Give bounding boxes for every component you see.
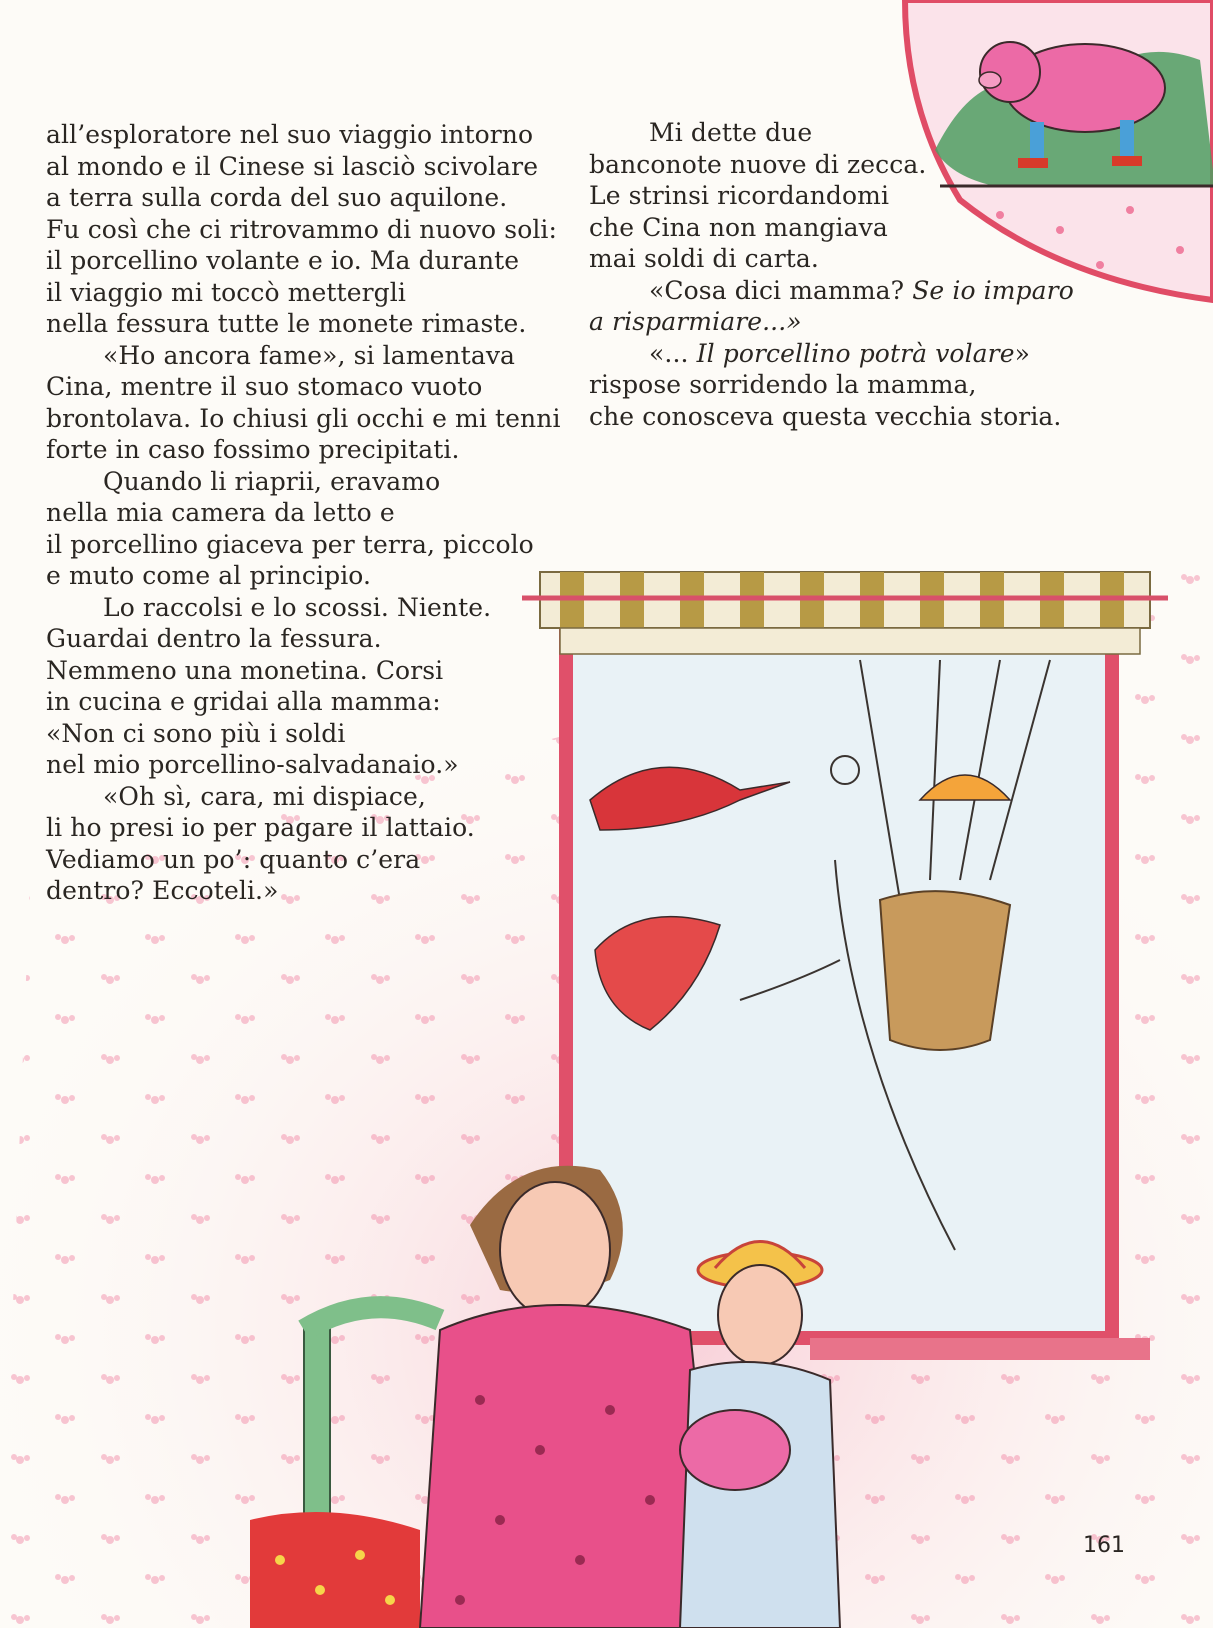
awning xyxy=(522,572,1168,654)
text-line: Mi dette due xyxy=(649,118,813,147)
text-line: mai soldi di carta. xyxy=(589,244,819,273)
text-line: che Cina non mangiava xyxy=(589,212,888,242)
text-span: » xyxy=(1014,338,1031,368)
text-line: Guardai dentro la fessura. xyxy=(46,624,382,653)
text-line: al mondo e il Cinese si lasciò scivolare xyxy=(46,151,539,181)
page-number: 161 xyxy=(1083,1533,1125,1558)
text-line: a risparmiare...» xyxy=(589,307,802,336)
text-line xyxy=(589,275,1074,307)
text-line: banconote nuove di zecca. xyxy=(589,149,927,179)
left-text-column xyxy=(46,119,561,907)
text-line: Fu così che ci ritrovammo di nuovo soli: xyxy=(46,214,558,244)
text-line: che conosceva questa vecchia storia. xyxy=(589,401,1062,431)
text-line: Le strinsi ricordandomi xyxy=(589,181,890,210)
text-line: all’esploratore nel suo viaggio intorno xyxy=(46,120,534,149)
text-line: e muto come al principio. xyxy=(46,561,372,590)
text-line: il porcellino giaceva per terra, piccolo xyxy=(46,529,534,559)
text-line: brontolava. Io chiusi gli occhi e mi tenni xyxy=(46,403,561,433)
text-line: «Non ci sono più i soldi xyxy=(46,718,346,748)
text-line: nel mio porcellino-salvadanaio.» xyxy=(46,750,459,779)
text-line: Quando li riaprii, eravamo xyxy=(103,466,441,496)
italic-text: Se io imparo xyxy=(912,275,1074,305)
text-line: nella mia camera da letto e xyxy=(46,498,395,527)
text-line: forte in caso fossimo precipitati. xyxy=(46,435,460,464)
text-line: nella fessura tutte le monete rimaste. xyxy=(46,309,527,338)
text-line: dentro? Eccoteli.» xyxy=(46,876,279,905)
right-text-column xyxy=(589,117,1074,432)
text-line: Vediamo un po’: quanto c’era xyxy=(46,844,421,874)
text-line: «Oh sì, cara, mi dispiace, xyxy=(103,781,426,811)
text-line: Nemmeno una monetina. Corsi xyxy=(46,655,444,685)
text-line: li ho presi io per pagare il lattaio. xyxy=(46,813,475,842)
text-span: «Cosa dici mamma? xyxy=(649,275,913,305)
text-line: Cina, mentre il suo stomaco vuoto xyxy=(46,372,483,401)
text-line: rispose sorridendo la mamma, xyxy=(589,370,977,399)
text-line xyxy=(589,338,1074,370)
text-line: «Ho ancora fame», si lamentava xyxy=(103,340,516,370)
italic-text: Il porcellino potrà volare xyxy=(696,338,1015,368)
text-line: in cucina e gridai alla mamma: xyxy=(46,687,441,716)
text-line: il viaggio mi toccò mettergli xyxy=(46,277,406,307)
text-line: il porcellino volante e io. Ma durante xyxy=(46,246,520,275)
text-span: «... xyxy=(649,338,697,368)
text-line: Lo raccolsi e lo scossi. Niente. xyxy=(103,592,492,622)
text-line: a terra sulla corda del suo aquilone. xyxy=(46,183,508,212)
